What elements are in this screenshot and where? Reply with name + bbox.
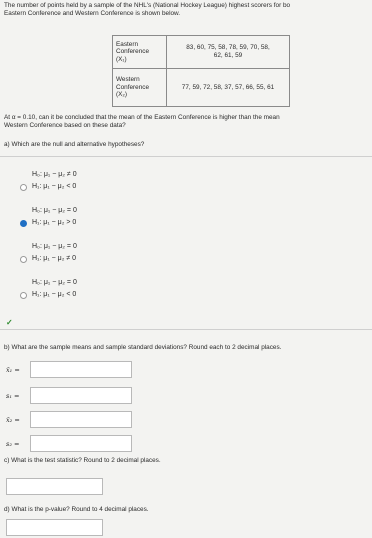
p-value-input[interactable] xyxy=(6,519,103,536)
xbar2-label: x̄₂ = xyxy=(6,416,20,424)
hypothesis-options xyxy=(0,156,372,330)
question-text xyxy=(4,114,372,130)
xbar1-label: x̄₁ = xyxy=(6,366,20,374)
s2-label: s₂ = xyxy=(6,440,20,448)
option-4-h1: H₁: μ₁ − μ₂ < 0 xyxy=(32,291,77,298)
intro-line-2: Eastern Conference and Western Conference is shown below. xyxy=(4,10,181,17)
option-3-radio[interactable] xyxy=(20,256,27,263)
option-1-radio[interactable] xyxy=(20,184,27,191)
intro-line-1: The number of points held by a sample of the NHL's (National Hockey League) highest scorers for bo xyxy=(4,2,291,9)
option-4-h0: H₀: μ₁ − μ₂ = 0 xyxy=(32,279,77,286)
correct-check-icon: ✓ xyxy=(6,318,13,327)
option-3-h1: H₁: μ₁ − μ₂ ≠ 0 xyxy=(32,255,77,262)
test-statistic-input[interactable] xyxy=(6,478,103,495)
option-2-h0: H₀: μ₁ − μ₂ = 0 xyxy=(32,207,77,214)
eastern-values: 83, 60, 75, 58, 78, 59, 70, 58, 62, 61, 59 xyxy=(167,36,290,69)
question-line-1: At α = 0.10, can it be concluded that the mean of the Eastern Conference is higher than the mean xyxy=(4,114,280,121)
option-3-h0: H₀: μ₁ − μ₂ = 0 xyxy=(32,243,77,250)
s1-label: s₁ = xyxy=(6,392,20,400)
xbar1-input[interactable] xyxy=(30,361,132,378)
question-line-2: Western Conference based on these data? xyxy=(4,122,126,129)
part-a-prompt: a) Which are the null and alternative hypotheses? xyxy=(4,141,145,148)
option-2-radio-selected[interactable] xyxy=(20,220,27,227)
western-label: Western Conference (X₂) xyxy=(113,69,167,107)
option-2-h1: H₁: μ₁ − μ₂ > 0 xyxy=(32,219,77,226)
s2-input[interactable] xyxy=(30,435,132,452)
option-1-h1: H₁: μ₁ − μ₂ < 0 xyxy=(32,183,77,190)
problem-intro xyxy=(4,2,372,18)
table-row-eastern xyxy=(113,36,290,69)
data-table xyxy=(112,35,290,107)
s1-input[interactable] xyxy=(30,387,132,404)
part-c-prompt: c) What is the test statistic? Round to 2 decimal places. xyxy=(4,457,161,464)
western-values: 77, 59, 72, 58, 37, 57, 66, 55, 61 xyxy=(167,69,290,107)
table-row-western xyxy=(113,69,290,107)
option-1-h0: H₀: μ₁ − μ₂ ≠ 0 xyxy=(32,171,77,178)
option-4-radio[interactable] xyxy=(20,292,27,299)
part-b-prompt: b) What are the sample means and sample standard deviations? Round each to 2 decimal places. xyxy=(4,344,282,351)
part-d-prompt: d) What is the p-value? Round to 4 decimal places. xyxy=(4,506,149,513)
eastern-label: Eastern Conference (X₁) xyxy=(113,36,167,69)
xbar2-input[interactable] xyxy=(30,411,132,428)
